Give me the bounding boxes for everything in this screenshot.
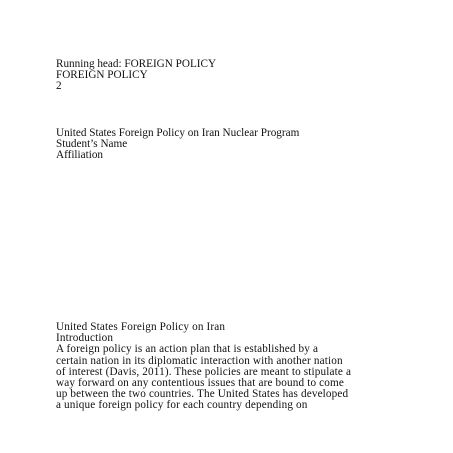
paragraph-line: a unique foreign policy for each country depending on [56, 399, 308, 412]
running-head: Running head: FOREIGN POLICY [56, 58, 217, 70]
title-page-block [56, 128, 416, 162]
paragraph-line: up between the two countries. The United States has developed [56, 388, 349, 401]
paragraph-line: way forward on any contentious issues that are bound to come [56, 377, 344, 390]
body-text [56, 322, 416, 412]
section-heading: Introduction [56, 332, 114, 345]
paragraph-line: of interest (Davis, 2011). These policies are meant to stipulate a [56, 365, 352, 378]
body-heading: United States Foreign Policy on Iran [56, 321, 226, 333]
paragraph-line: A foreign policy is an action plan that is established by a [56, 343, 319, 356]
author-name: Student’s Name [56, 138, 128, 151]
short-title: FOREIGN POLICY [56, 69, 148, 82]
paper-title: United States Foreign Policy on Iran Nuclear Program [56, 127, 300, 139]
affiliation: Affiliation [56, 149, 104, 162]
page-number: 2 [56, 80, 62, 93]
paragraph-line: certain nation in its diplomatic interaction with another nation [56, 354, 343, 367]
page-header [56, 59, 416, 93]
